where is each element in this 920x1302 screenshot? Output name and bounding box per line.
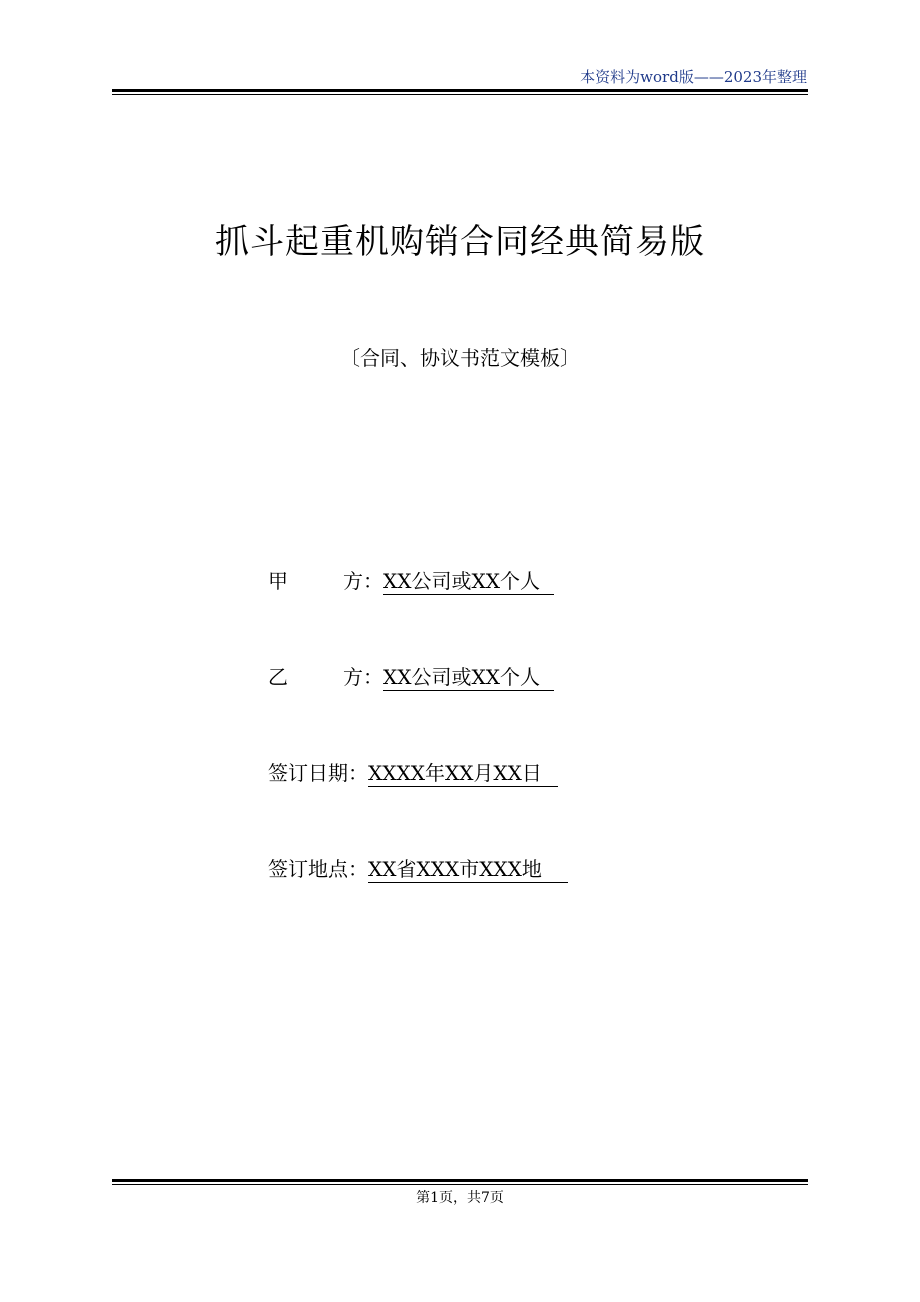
header-note: 本资料为word版——2023年整理 (580, 68, 807, 86)
sign-date-row (268, 757, 558, 791)
sign-date-value: XXXX年XX月XX日 (368, 757, 558, 787)
party-b-value: XX公司或XX个人 (383, 661, 554, 691)
header-rule-thick (112, 89, 808, 92)
sign-place-row (268, 853, 568, 887)
document-title: 抓斗起重机购销合同经典简易版 (215, 222, 705, 262)
party-b-row (268, 661, 554, 695)
page-number: 第1页，共7页 (416, 1190, 504, 1206)
party-a-label-1: 甲 (268, 569, 288, 593)
footer-rule-thin (112, 1184, 808, 1185)
sign-date-label: 签订日期： (268, 761, 368, 785)
party-a-value: XX公司或XX个人 (383, 565, 554, 595)
header-rule-thin (112, 94, 808, 95)
sign-place-value: XX省XXX市XXX地 (368, 853, 568, 883)
footer-rule-thick (112, 1179, 808, 1182)
party-b-label-2: 方： (343, 665, 383, 689)
party-a-label-2: 方： (343, 569, 383, 593)
sign-place-label: 签订地点： (268, 857, 368, 881)
party-a-row (268, 565, 554, 599)
party-b-label-1: 乙 (268, 665, 288, 689)
document-subtitle: 〔合同、协议书范文模板〕 (340, 346, 580, 370)
